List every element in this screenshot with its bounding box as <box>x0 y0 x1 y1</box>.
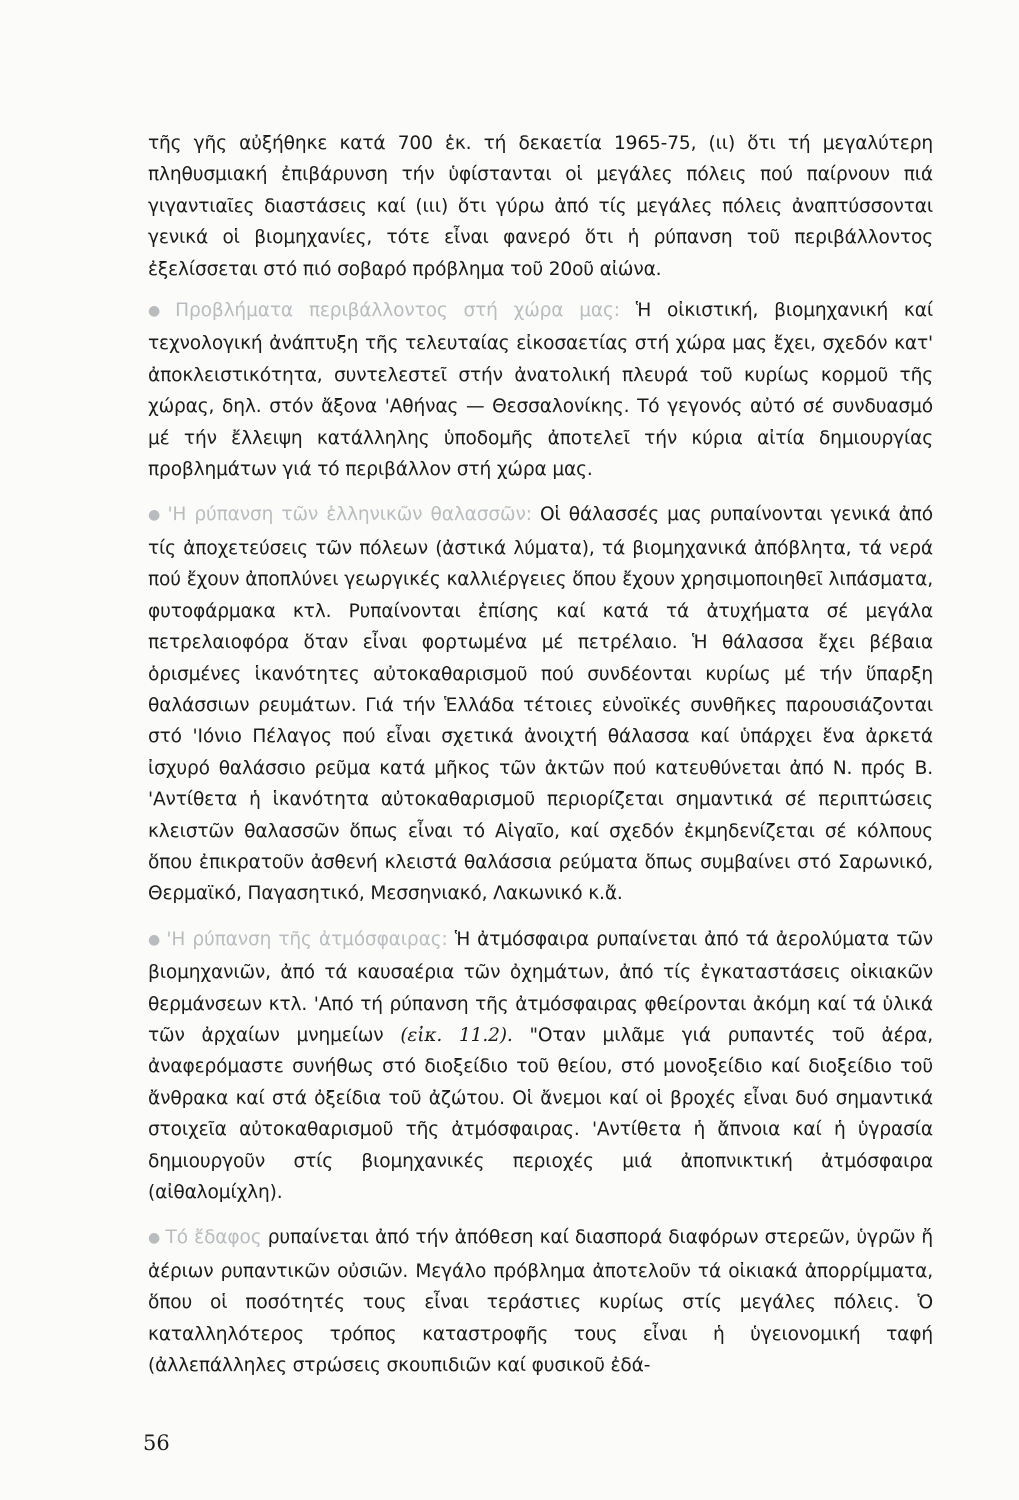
bullet-icon: ● <box>148 303 171 320</box>
page-number: 56 <box>143 1431 170 1455</box>
atmosphere-text: Ἡ ἀτμόσφαιρα ρυπαίνεται ἀπό τά ἀερολύματα τῶν βιομηχανιῶν, ἀπό τά καυσαέρια τῶν ὀχημάτων, ἀπό τίς ἐγκαταστάσεις οἰκιακῶν θερμάνσεων κτλ. 'Από τή ρύπανση τῆς ἀτμόσφαιρας φθείρονται ἀκόμη καί τά ὑλικά τῶν ἀρχαίων μνημείων <box>148 928 933 1046</box>
paragraph-atmosphere <box>148 924 933 1209</box>
figure-reference: (εἰκ. 11.2). <box>400 1024 513 1046</box>
section-heading-atmosphere: 'Η ρύπανση τῆς ἀτμόσφαιρας: <box>166 928 448 950</box>
paragraph-seas <box>148 499 933 909</box>
problems-text: Ἡ οἰκιστική, βιομηχανική καί τεχνολογική ἀνάπτυξη τῆς τελευταίας εἰκοσαετίας στή χώρα μας ἔχει, σχεδόν κατ' ἀποκλειστικότητα, συντελεστεῖ στήν ἀνατολική πλευρά τοῦ κυρίως κορμοῦ τῆς χώρας, δηλ. στόν ἄξονα 'Αθήνας — Θεσσαλονίκης. Τό γεγονός αὐτό σέ συνδυασμό μέ τήν ἔλλειψη κατάλληλης ὑποδομῆς ἀποτελεῖ τήν κύρια αἰτία δημιουργίας προβλημάτων γιά τό περιβάλλον στή χώρα μας. <box>148 300 933 481</box>
atmosphere-text-continued: "Οταν μιλᾶμε γιά ρυπαντές τοῦ ἀέρα, ἀναφερόμαστε συνήθως στό διοξείδιο τοῦ θείου, στό μονοξείδιο καί διοξείδιο τοῦ ἄνθρακα καί στά ὀξείδια τοῦ ἀζώτου. Οἱ ἄνεμοι καί οἱ βροχές εἶναι δυό σημαντικά στοιχεῖα αὐτοκαθαρισμοῦ τῆς ἀτμόσφαιρας. 'Αντίθετα ἡ ἄπνοια καί ἡ ὑγρασία δημιουργοῦν στίς βιομηχανικές περιοχές μιά ἀποπνικτική ἀτμόσφαιρα (αἰθαλομίχλη). <box>148 1024 933 1203</box>
paragraph-problems <box>148 295 933 485</box>
section-heading-seas: 'Η ρύπανση τῶν ἑλληνικῶν θαλασσῶν: <box>167 504 532 526</box>
bullet-icon: ● <box>148 507 163 524</box>
intro-text: τῆς γῆς αὐξήθηκε κατά 700 ἑκ. τή δεκαετία 1965-75, (ιι) ὅτι τή μεγαλύτερη πληθυσμιακή ἐπιβάρυνση τήν ὑφίστανται οἱ μεγάλες πόλεις πού παίρνουν πιά γιγαντιαῖες διαστάσεις καί (ιιι) ὅτι γύρω ἀπό τίς μεγάλες πόλεις ἀναπτύσσονται γενικά οἱ βιομηχανίες, τότε εἶναι φανερό ὅτι ἡ ρύπανση τοῦ περιβάλλοντος ἐξελίσσεται στό πιό σοβαρό πρόβλημα τοῦ 20οῦ αἰώνα. <box>148 133 933 280</box>
paragraph-intro <box>148 128 933 285</box>
section-heading-problems: Προβλήματα περιβάλλοντος στή χώρα μας: <box>175 300 620 322</box>
seas-text: Οἱ θάλασσές μας ρυπαίνονται γενικά ἀπό τίς ἀποχετεύσεις τῶν πόλεων (ἀστικά λύματα), τά βιομηχανικά ἀπόβλητα, τά νερά πού ἔχουν ἀποπλύνει γεωργικές καλλιέργειες ὅπου ἔχουν χρησιμοποιηθεῖ λιπάσματα, φυτοφάρμακα κτλ. Ρυπαίνονται ἐπίσης καί κατά τά ἀτυχήματα σέ μεγάλα πετρελαιοφόρα ὅταν εἶναι φορτωμένα μέ πετρέλαιο. Ἡ θάλασσα ἔχει βέβαια ὁρισμένες ἱκανότητες αὐτοκαθαρισμοῦ πού συνδέονται κυρίως μέ τήν ὕπαρξη θαλάσσιων ρευμάτων. Γιά τήν Ἑλλάδα τέτοιες εὐνοϊκές συνθῆκες παρουσιάζονται στό 'Ιόνιο Πέλαγος πού εἶναι σχετικά ἀνοιχτή θάλασσα καί ὑπάρχει ἕνα ἀρκετά ἰσχυρό θαλάσσιο ρεῦμα κατά μῆκος τῶν ἀκτῶν πού κατευθύνεται ἀπό Ν. πρός Β. 'Αντίθετα ἡ ἱκανότητα αὐτοκαθαρισμοῦ περιορίζεται σημαντικά σέ περιπτώσεις κλειστῶν θαλασσῶν ὅπως εἶναι τό Αἰγαῖο, καί σχεδόν ἐκμηδενίζεται σέ κόλπους ὅπου ἐπικρατοῦν ἀσθενή κλειστά θαλάσσια ρεύματα ὅπως συμβαίνει στό Σαρωνικό, Θερμαϊκό, Παγασητικό, Μεσσηνιακό, Λακωνικό κ.ἄ. <box>148 504 934 905</box>
soil-text: ρυπαίνεται ἀπό τήν ἀπόθεση καί διασπορά διαφόρων στερεῶν, ὑγρῶν ἤ ἀέριων ρυπαντικῶν οὐσιῶν. Μεγάλο πρόβλημα ἀποτελοῦν τά οἰκιακά ἀπορρίμματα, ὅπου οἱ ποσότητές τους εἶναι τεράστιες κυρίως στίς μεγάλες πόλεις. Ὁ καταλληλότερος τρόπος καταστροφῆς τους εἶναι ἡ ὑγειονομική ταφή (ἀλλεπάλληλες στρώσεις σκουπιδιῶν καί φυσικοῦ ἐδά- <box>148 1227 933 1377</box>
paragraph-soil <box>148 1222 933 1381</box>
bullet-icon: ● <box>148 1230 161 1247</box>
bullet-icon: ● <box>148 931 162 948</box>
text-body <box>148 128 933 1395</box>
section-heading-soil: Τό ἔδαφος <box>165 1227 262 1249</box>
